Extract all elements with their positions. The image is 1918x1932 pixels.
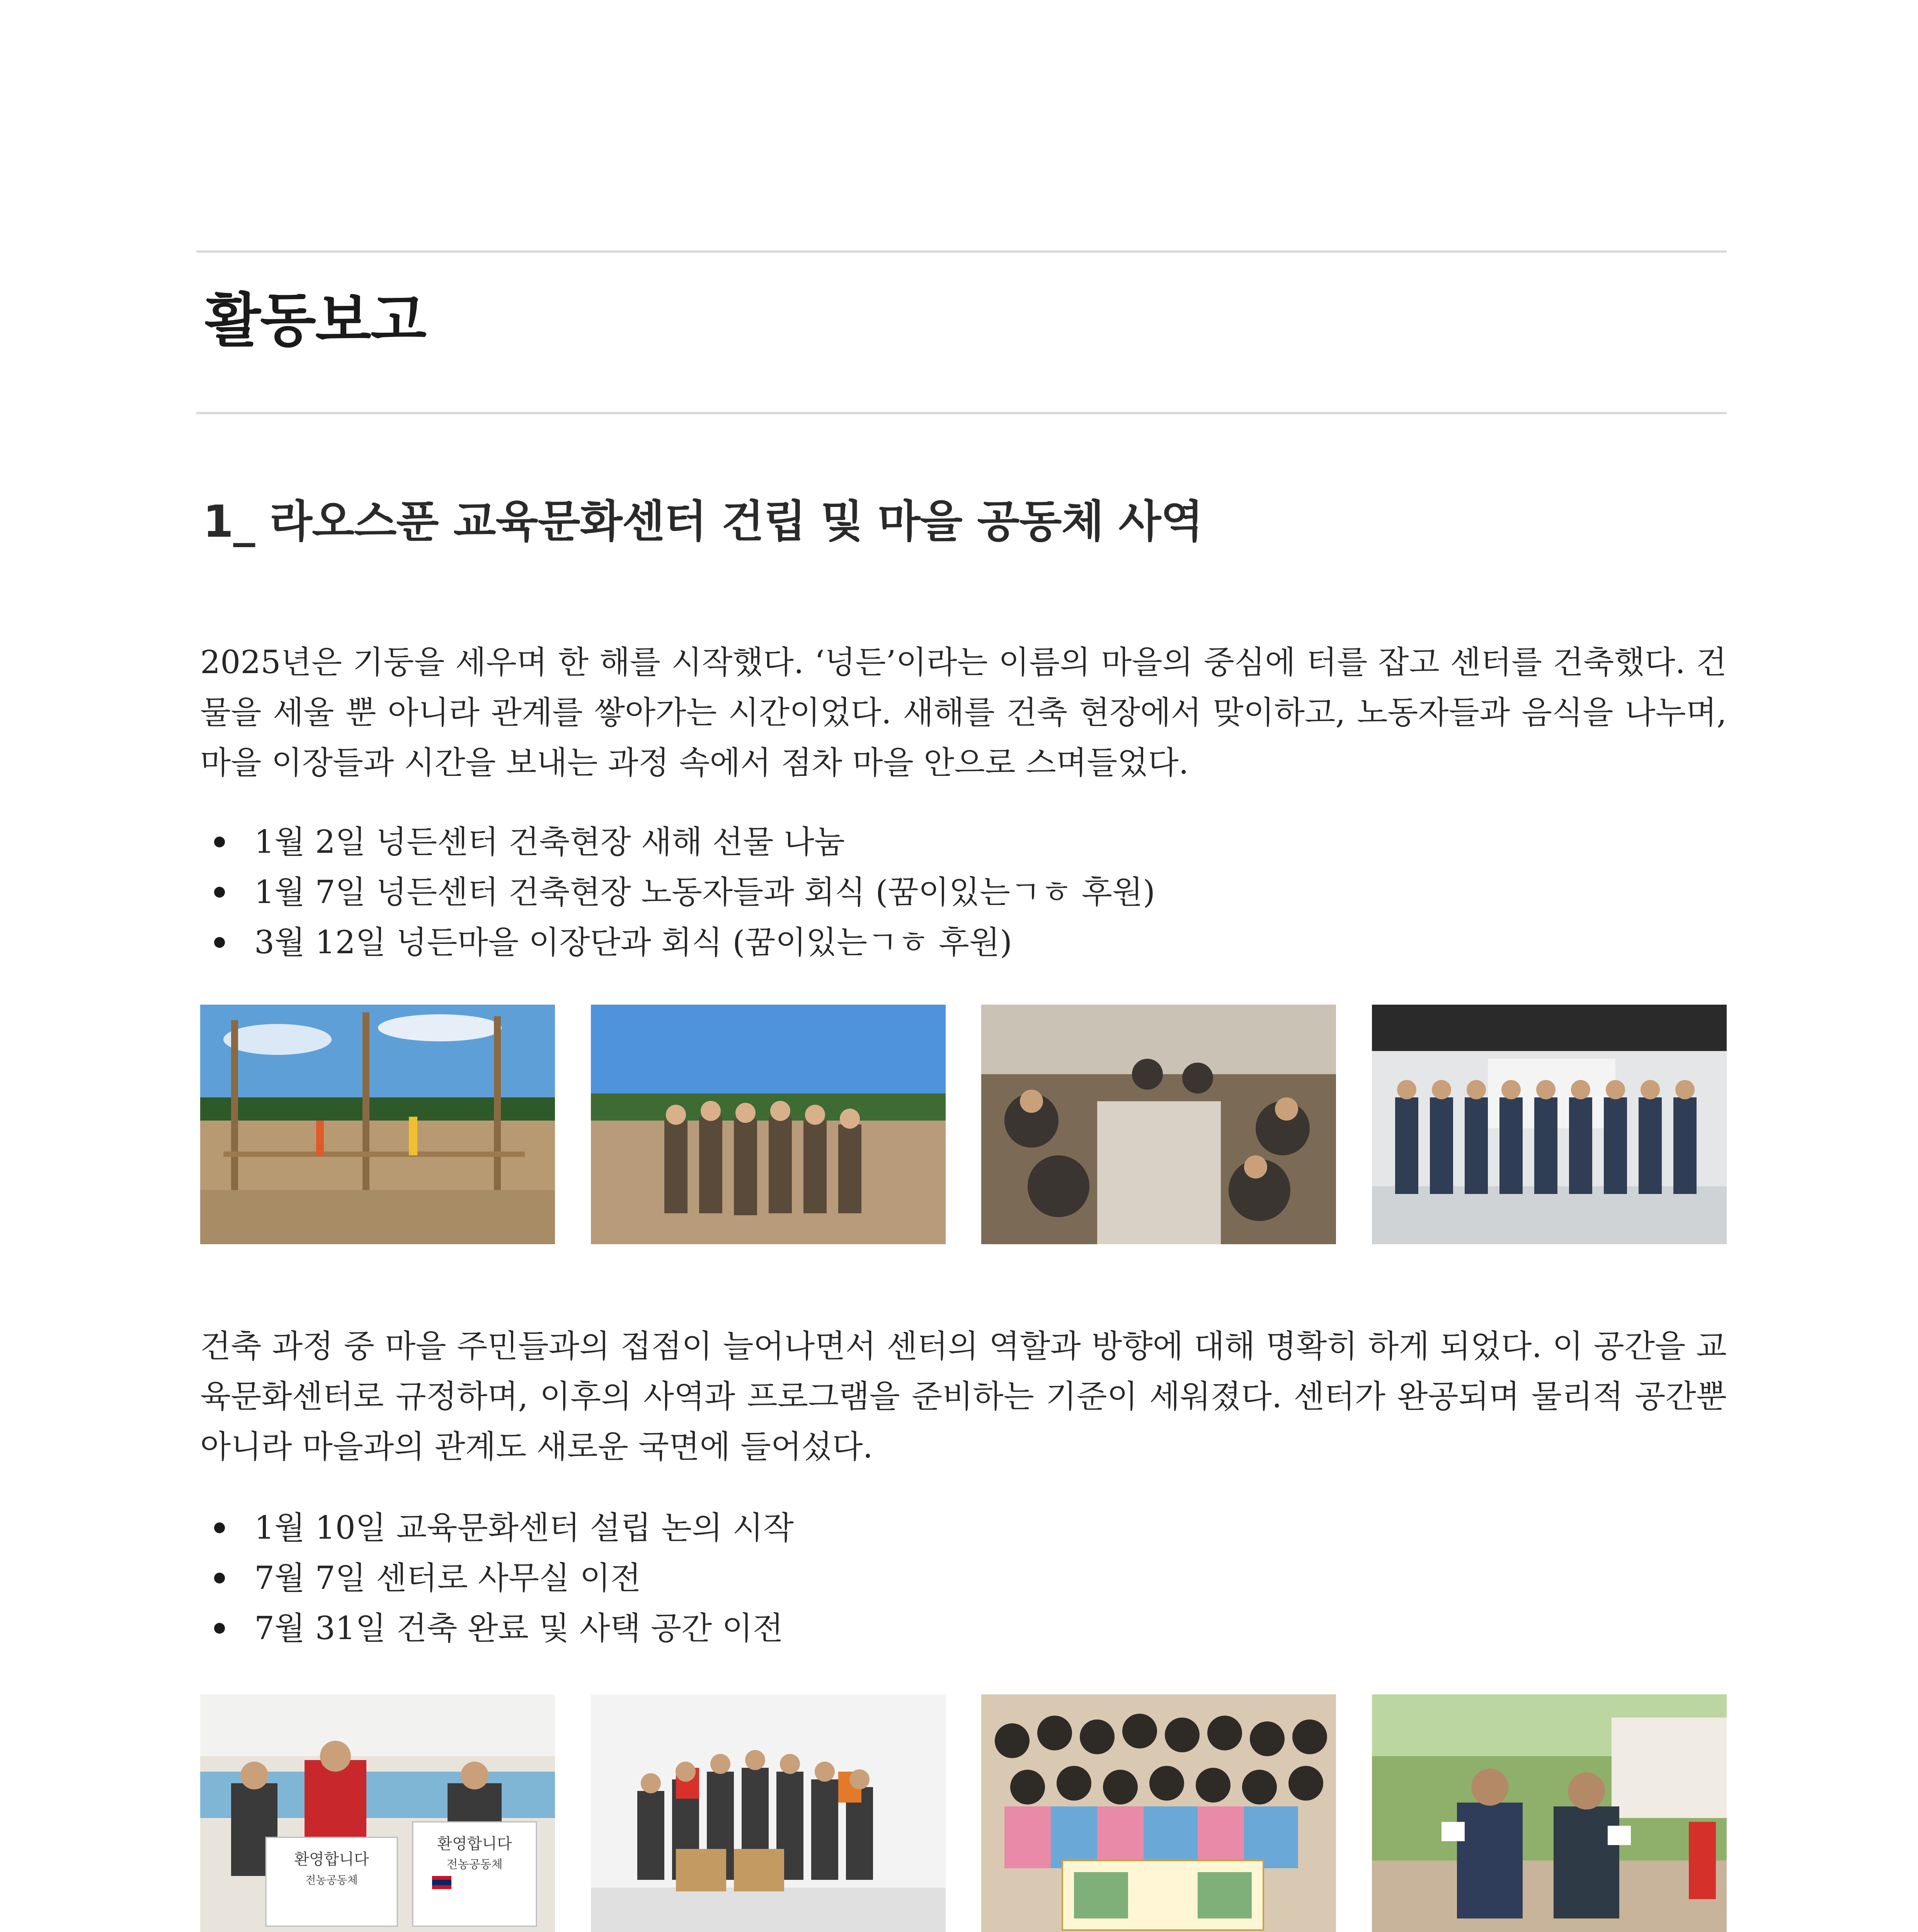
list-item: 7월 31일 건축 완료 및 사택 공간 이전 — [200, 1604, 1727, 1654]
bullet-dot — [214, 837, 225, 847]
bullet-dot — [214, 1573, 225, 1583]
photo-welcome-signs — [200, 1694, 555, 1932]
photo-team-with-boxes — [591, 1694, 946, 1932]
photo-children-camp — [981, 1694, 1336, 1932]
list-item: 7월 7일 센터로 사무실 이전 — [200, 1553, 1727, 1604]
photo-row-1 — [200, 1005, 1727, 1244]
top-divider — [196, 250, 1727, 253]
photo-village-leaders — [1372, 1005, 1727, 1244]
title-divider — [196, 412, 1727, 414]
bullet-dot — [214, 1522, 225, 1533]
sign-right-line2: 전농공동체 — [446, 1858, 503, 1871]
list-item: 1월 7일 넝든센터 건축현장 노동자들과 회식 (꿈이있는ㄱㅎ 후원) — [200, 867, 1727, 918]
bullet-dot — [214, 887, 225, 898]
page-title: 활동보고 — [205, 287, 426, 354]
sign-right-line1: 환영합니다 — [437, 1835, 512, 1853]
bullet-list-1 — [200, 817, 1727, 968]
photo-row-2 — [200, 1694, 1727, 1932]
section-title: 1_ 라오스푼 교육문화센터 건립 및 마을 공동체 사역 — [203, 496, 1203, 547]
list-item: 1월 10일 교육문화센터 설립 논의 시작 — [200, 1503, 1727, 1553]
list-item: 1월 2일 넝든센터 건축현장 새해 선물 나눔 — [200, 817, 1727, 867]
sign-left-line2: 전농공동체 — [305, 1874, 358, 1886]
photo-workers-group — [591, 1005, 946, 1244]
bullet-dot — [214, 937, 225, 948]
list-item: 3월 12일 넝든마을 이장단과 회식 (꿈이있는ㄱㅎ 후원) — [200, 918, 1727, 968]
photo-construction-site — [200, 1005, 555, 1244]
paragraph-1: 2025년은 기둥을 세우며 한 해를 시작했다. ‘넝든’이라는 이름의 마을의 중심에 터를 잡고 센터를 건축했다. 건물을 세울 뿐 아니라 관계를 쌓아가는 시간이었다. 새해를 건축 현장에서 맞이하고, 노동자들과 음식을 나누며, 마을 이장들과 시간을 보내는 과정 속에서 점차 마을 안으로 스며들었다. — [200, 644, 1727, 781]
sign-left-line1: 환영합니다 — [294, 1850, 369, 1868]
photo-workers-dinner — [981, 1005, 1336, 1244]
paragraph-2: 건축 과정 중 마을 주민들과의 접점이 늘어나면서 센터의 역할과 방향에 대해 명확히 하게 되었다. 이 공간을 교육문화센터로 규정하며, 이후의 사역과 프로그램을 준비하는 기준이 세워졌다. 센터가 완공되며 물리적 공간뿐 아니라 마을과의 관계도 새로운 국면에 들어섰다. — [200, 1328, 1727, 1465]
bullet-dot — [214, 1623, 225, 1634]
photo-kids-with-cups — [1372, 1694, 1727, 1932]
bullet-list-2 — [200, 1503, 1727, 1654]
